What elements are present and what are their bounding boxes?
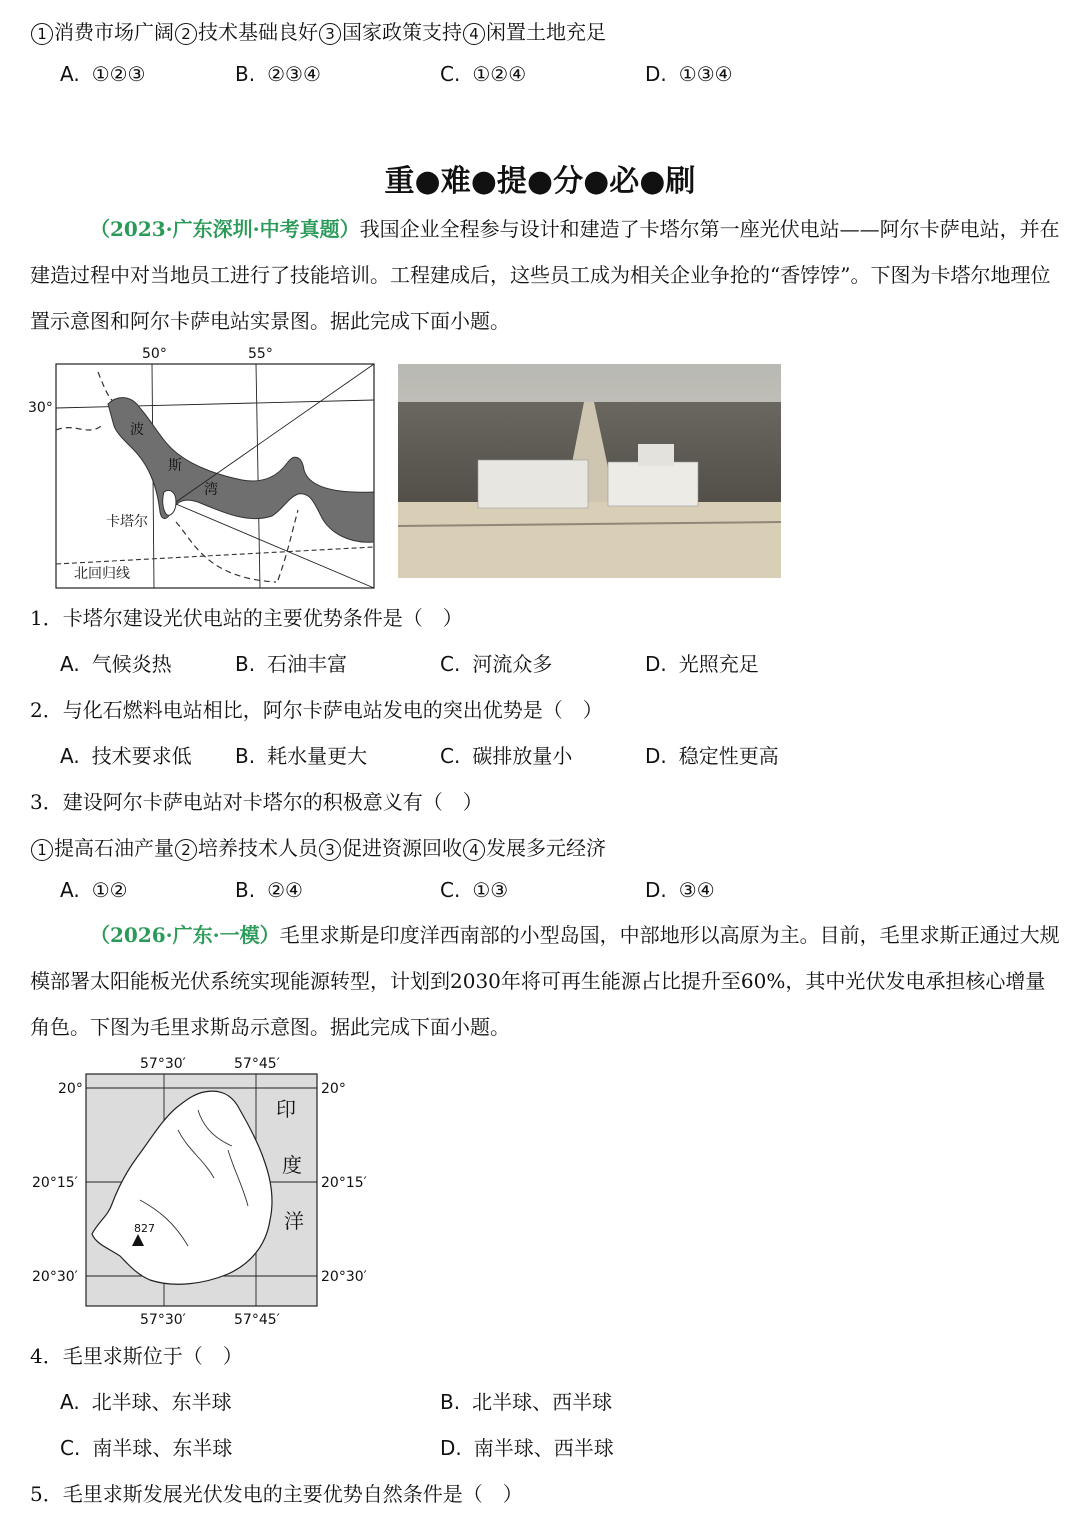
source-tag: （2026·广东·一模） (90, 923, 280, 947)
passage-text: 毛里求斯是印度洋西南部的小型岛国，中部地形以高原为主。目前，毛里求斯正通过大规模部署太阳能板光伏系统实现能源转型，计划到2030年将可再生能源占比提升至60%，其中光伏发电承担核心增量角色。下图为毛里求斯岛示意图。据此完成下面小题。 (30, 923, 1060, 1039)
option-value: 南半球、东半球 (92, 1436, 233, 1460)
num-2: 2 (175, 23, 197, 45)
tropic-label: 北回归线 (74, 566, 130, 582)
lat-label: 20°30′ (321, 1269, 367, 1285)
option-key: A. (60, 878, 80, 902)
item-text: 闲置土地充足 (486, 20, 606, 44)
q1-option-b (235, 648, 347, 677)
option-key: D. (645, 878, 667, 902)
passage-1 (30, 206, 1060, 344)
ocean-label: 洋 (284, 1209, 304, 1233)
question-5: 5．毛里求斯发展光伏发电的主要优势自然条件是（ ） (30, 1482, 523, 1506)
option-value: ①②④ (472, 62, 527, 86)
option-value: 石油丰富 (267, 652, 348, 676)
ocean-label: 印 (276, 1097, 296, 1121)
q1-option-a (60, 648, 172, 677)
option-value: ②③④ (267, 62, 321, 86)
mauritius-map (28, 1050, 378, 1330)
option-value: 耗水量更大 (267, 744, 368, 768)
passage-2 (30, 912, 1060, 1050)
q2-option-d (645, 740, 779, 769)
option-value: 稳定性更高 (678, 744, 779, 768)
option-value: ①② (91, 878, 128, 902)
option-value: ②④ (267, 878, 303, 902)
q2-option-c (440, 740, 572, 769)
option-value: 气候炎热 (91, 652, 172, 676)
option-key: C. (440, 652, 461, 676)
qatar-location-map (26, 342, 378, 592)
item-text: 消费市场广阔 (54, 20, 174, 44)
lat-label: 20°30′ (32, 1269, 78, 1285)
option-value: 北半球、东半球 (91, 1390, 232, 1414)
option-value: ①②③ (91, 62, 146, 86)
country-label: 卡塔尔 (106, 514, 148, 530)
question-2: 2．与化石燃料电站相比，阿尔卡萨电站发电的突出优势是（ ） (30, 698, 603, 722)
option-value: 南半球、西半球 (473, 1436, 614, 1460)
sea-label: 斯 (168, 458, 182, 474)
item-text: 发展多元经济 (486, 836, 606, 860)
q2-option-b (235, 740, 367, 769)
question-3-items (30, 832, 606, 861)
option-key: A. (60, 1390, 80, 1414)
q4-option-c (60, 1432, 232, 1461)
q3-option-c (440, 878, 508, 902)
q3-option-a (60, 878, 128, 902)
item-text: 促进资源回收 (342, 836, 462, 860)
option-b (235, 62, 321, 86)
option-key: D. (440, 1436, 462, 1460)
sea-label: 波 (130, 422, 144, 438)
q4-option-b (440, 1386, 612, 1415)
section-title: 重●难●提●分●必●刷 (384, 164, 696, 199)
num-3: 3 (319, 839, 341, 861)
lon-label: 55° (248, 346, 273, 362)
option-key: D. (645, 652, 667, 676)
option-c (440, 62, 526, 86)
num-4: 4 (463, 839, 485, 861)
option-key: B. (235, 878, 256, 902)
option-key: D. (645, 62, 667, 86)
q1-option-d (645, 648, 759, 677)
option-key: A. (60, 652, 80, 676)
option-value: 技术要求低 (91, 744, 192, 768)
q1-option-c (440, 648, 552, 677)
item-text: 提高石油产量 (54, 836, 174, 860)
item-text: 技术基础良好 (198, 20, 318, 44)
option-d (645, 62, 733, 86)
sea-label: 湾 (204, 482, 218, 498)
q4-option-d (440, 1432, 614, 1461)
lon-label: 57°45′ (234, 1056, 280, 1072)
lon-label: 57°30′ (140, 1056, 186, 1072)
item-text: 国家政策支持 (342, 20, 462, 44)
option-key: B. (235, 652, 256, 676)
option-key: D. (645, 744, 667, 768)
option-value: 北半球、西半球 (472, 1390, 613, 1414)
lat-label: 30° (28, 400, 53, 416)
q2-option-a (60, 740, 192, 769)
peak-label: 827 (134, 1222, 155, 1235)
question-3: 3．建设阿尔卡萨电站对卡塔尔的积极意义有（ ） (30, 790, 483, 814)
lon-label: 50° (142, 346, 167, 362)
q4-option-a (60, 1386, 232, 1415)
option-value: ③④ (678, 878, 715, 902)
num-2: 2 (175, 839, 197, 861)
question-4: 4．毛里求斯位于（ ） (30, 1344, 243, 1368)
lat-label: 20°15′ (32, 1175, 78, 1191)
option-key: C. (440, 744, 461, 768)
passage-text: 我国企业全程参与设计和建造了卡塔尔第一座光伏电站——阿尔卡萨电站，并在建造过程中对当地员工进行了技能培训。工程建成后，这些员工成为相关企业争抢的“香饽饽”。下图为卡塔尔地理位置示意图和阿尔卡萨电站实景图。据此完成下面小题。 (30, 217, 1060, 333)
option-value: ①③④ (678, 62, 733, 86)
question-1: 1．卡塔尔建设光伏电站的主要优势条件是（ ） (30, 606, 463, 630)
num-4: 4 (463, 23, 485, 45)
option-key: C. (440, 878, 461, 902)
item-text: 培养技术人员 (198, 836, 318, 860)
option-key: B. (235, 744, 256, 768)
option-key: B. (440, 1390, 461, 1414)
question-items-line (30, 16, 606, 45)
option-key: A. (60, 62, 80, 86)
option-key: B. (235, 62, 256, 86)
option-value: 光照充足 (678, 652, 759, 676)
lon-label: 57°45′ (234, 1312, 280, 1328)
q3-option-b (235, 878, 303, 902)
lon-label: 57°30′ (140, 1312, 186, 1328)
option-key: A. (60, 744, 80, 768)
option-value: 碳排放量小 (472, 744, 573, 768)
option-key: C. (60, 1436, 81, 1460)
solar-plant-photo (398, 364, 781, 578)
num-3: 3 (319, 23, 341, 45)
lat-label: 20° (58, 1081, 83, 1097)
option-a (60, 62, 145, 86)
option-value: 河流众多 (472, 652, 553, 676)
lat-label: 20°15′ (321, 1175, 367, 1191)
lat-label: 20° (321, 1081, 346, 1097)
option-value: ①③ (472, 878, 509, 902)
num-1: 1 (31, 23, 53, 45)
num-1: 1 (31, 839, 53, 861)
source-tag: （2023·广东深圳·中考真题） (90, 217, 360, 241)
option-key: C. (440, 62, 461, 86)
ocean-label: 度 (282, 1153, 302, 1177)
q3-option-d (645, 878, 715, 902)
